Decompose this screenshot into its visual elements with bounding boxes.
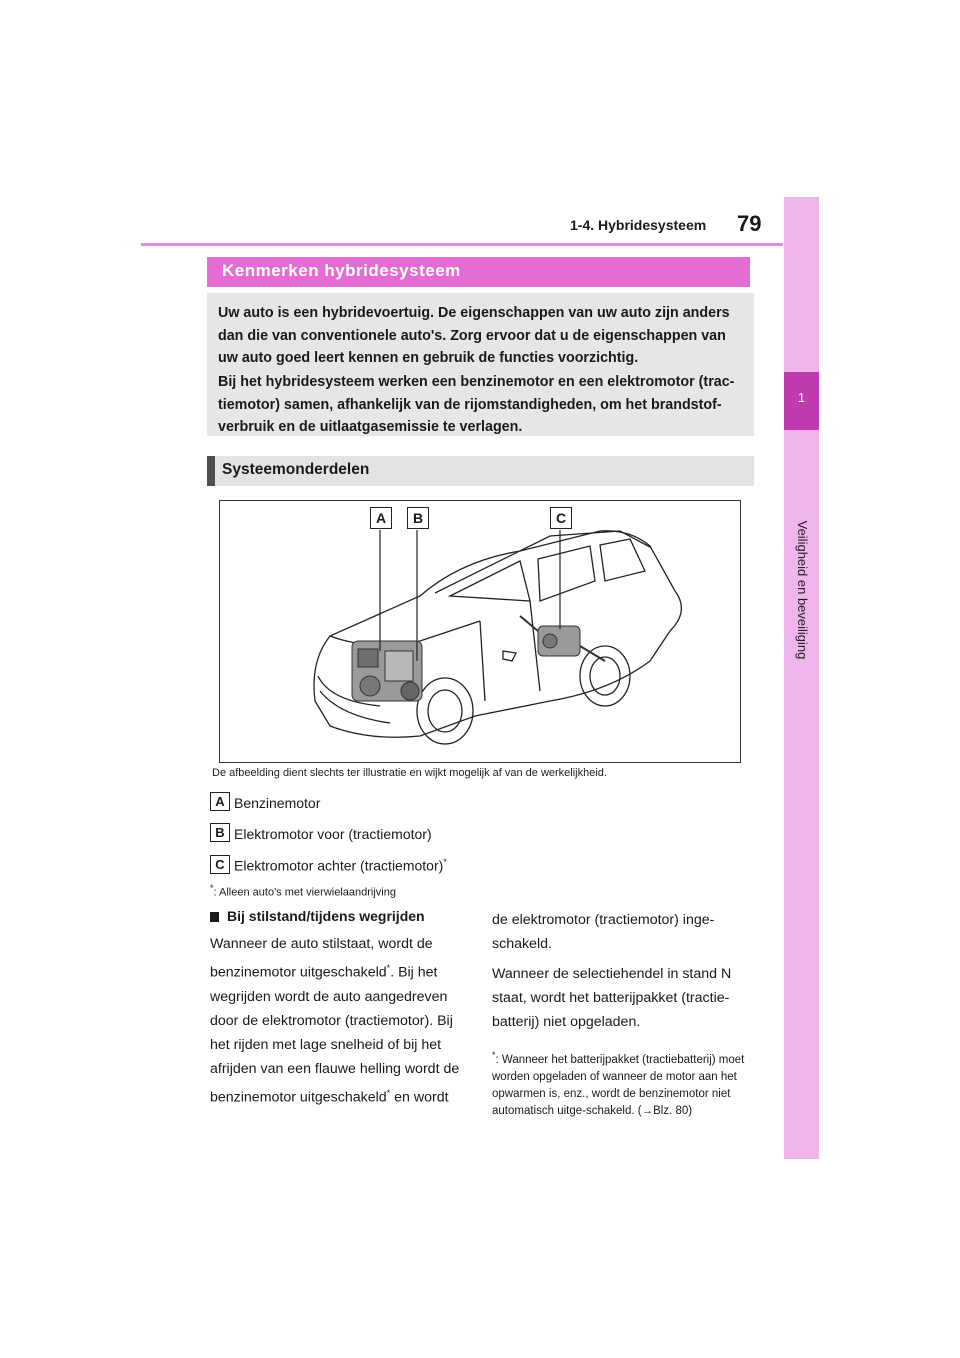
car-illustration	[219, 500, 741, 763]
left-line-4: door de elektromotor (tractiemotor). Bij	[210, 1012, 453, 1029]
right-line-4: staat, wordt het batterijpakket (tractie-	[492, 990, 730, 1006]
subsection-heading: Bij stilstand/tijdens wegrijden	[227, 908, 425, 924]
legend-text-c	[234, 857, 447, 874]
right-line-3: Wanneer de selectiehendel in stand N	[492, 966, 732, 982]
page-number: 79	[737, 211, 762, 236]
left-line-7b: en wordt	[390, 1089, 449, 1106]
right-line-1: de elektromotor (tractiemotor) inge-	[492, 912, 715, 928]
footnote-charging	[492, 1047, 752, 1120]
legend-key-b: B	[210, 823, 230, 842]
footnote-mark: *	[386, 963, 391, 973]
subsection-title: Systeemonderdelen	[222, 461, 370, 478]
left-line-6: afrijden van een flauwe helling wordt de	[210, 1060, 460, 1077]
section-header: 1-4. Hybridesysteem	[570, 217, 707, 233]
subsection-accent	[207, 456, 215, 486]
header-rule	[141, 243, 783, 246]
figure-label-c: C	[550, 507, 572, 529]
left-line-5: het rijden met lage snelheid of bij het	[210, 1036, 442, 1053]
chapter-number: 1	[797, 390, 806, 405]
section-title: Kenmerken hybridesysteem	[222, 261, 461, 280]
footnote-mark: *	[210, 883, 214, 893]
left-line-1: Wanneer de auto stilstaat, wordt de	[210, 936, 433, 952]
footnote-text: : Alleen auto's met vierwielaandrijving	[213, 886, 396, 899]
right-line-5: batterij) niet opgeladen.	[492, 1014, 641, 1030]
figure-caption: De afbeelding dient slechts ter illustratie en wijkt mogelijk af van de werkelijkheid.	[212, 767, 607, 779]
left-column	[210, 932, 459, 1109]
car-drawing	[220, 501, 740, 762]
legend-key-a: A	[210, 792, 230, 811]
right-line-2: schakeld.	[492, 936, 552, 952]
footnote-mark: *	[492, 1050, 496, 1060]
chapter-label: Veiligheid en beveiliging	[795, 520, 810, 660]
legend-text-c-label: Elektromotor achter (tractiemotor)	[234, 857, 444, 874]
left-line-2a: benzinemotor uitgeschakeld	[210, 964, 387, 981]
right-column	[492, 908, 731, 1034]
legend-text-a: Benzinemotor	[234, 795, 321, 811]
left-line-3: wegrijden wordt de auto aangedreven	[210, 988, 448, 1005]
footnote-4wd	[210, 883, 396, 899]
figure-label-a: A	[370, 507, 392, 529]
left-line-2b: . Bij het	[390, 964, 438, 981]
intro-paragraph-2: Bij het hybridesysteem werken een benzinemotor en een elektromotor (trac-tiemotor) samen, afhankelijk van de rijomstandigheden, om het brandstof-verbruik en de uitlaatgasemissie te verlagen.	[218, 374, 735, 435]
footnote-mark: *	[386, 1087, 391, 1098]
figure-label-b: B	[407, 507, 429, 529]
footnote-mark: *	[443, 857, 447, 867]
intro-paragraph-1: Uw auto is een hybridevoertuig. De eigenschappen van uw auto zijn anders dan die van conventionele auto's. Zorg ervoor dat u de eigenschappen van uw auto goed leert kennen en gebruik de functies voorzichtig.	[218, 305, 730, 366]
bullet-square	[210, 912, 219, 922]
left-line-7a: benzinemotor uitgeschakeld	[210, 1089, 387, 1106]
legend-key-c: C	[210, 855, 230, 874]
footnote-charging-text: : Wanneer het batterijpakket (tractiebatterij) moet worden opgeladen of wanneer de motor aan het opwarmen is, enz., wordt de benzinemotor niet automatisch uitge-schakeld. (→Blz. 80)	[492, 1053, 745, 1117]
legend-text-b: Elektromotor voor (tractiemotor)	[234, 826, 432, 842]
